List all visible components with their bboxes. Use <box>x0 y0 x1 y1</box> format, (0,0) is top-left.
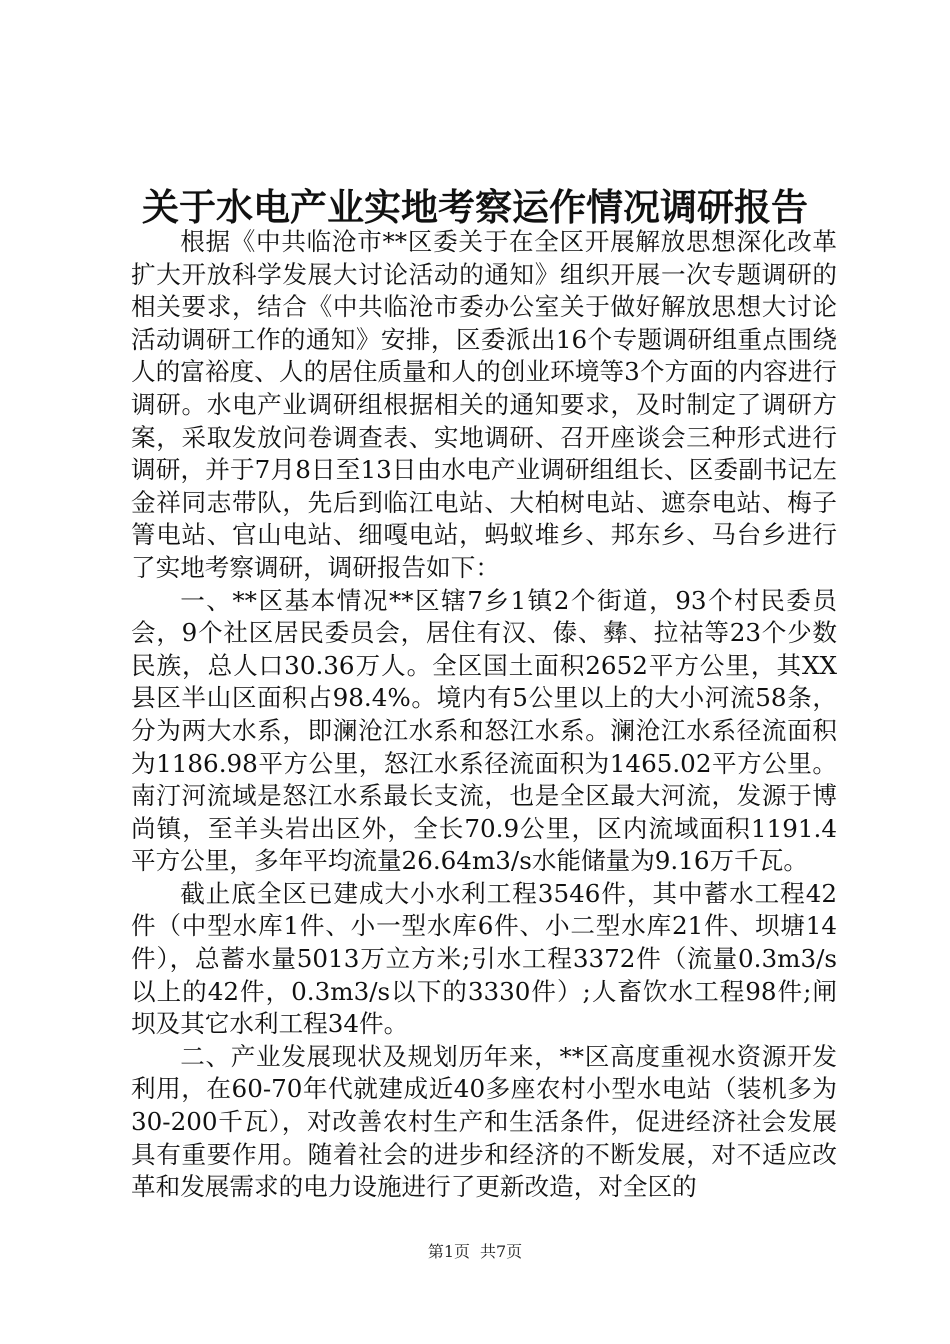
page-number: 第1页 <box>427 1242 470 1261</box>
page-total: 共7页 <box>480 1242 523 1261</box>
document-title: 关于水电产业实地考察运作情况调研报告 <box>142 185 808 229</box>
document-body <box>131 226 837 1204</box>
paragraph-industry-status: 二、产业发展现状及规划历年来，**区高度重视水资源开发利用，在60-70年代就建成近40多座农村小型水电站（装机多为30-200千瓦），对改善农村生产和生活条件，促进经济社会发展具有重要作用。随着社会的进步和经济的不断发展，对不适应改革和发展需求的电力设施进行了更新改造，对全区的 <box>131 1041 837 1202</box>
paragraph-water-projects: 截止底全区已建成大小水利工程3546件，其中蓄水工程42件（中型水库1件、小一型水库6件、小二型水库21件、坝塘14件），总蓄水量5013万立方米;引水工程3372件（流量0.3m3/s以上的42件，0.3m3/s以下的3330件）;人畜饮水工程98件;闸坝及其它水利工程34件。 <box>131 878 837 1039</box>
paragraph-basic-situation: 一、**区基本情况**区辖7乡1镇2个街道，93个村民委员会，9个社区居民委员会，居住有汉、傣、彝、拉祜等23个少数民族，总人口30.36万人。全区国土面积2652平方公里，其XX县区半山区面积占98.4%。境内有5公里以上的大小河流58条，分为两大水系，即澜沧江水系和怒江水系。澜沧江水系径流面积为1186.98平方公里，怒江水系径流面积为1465.02平方公里。南汀河流域是怒江水系最长支流，也是全区最大河流，发源于博尚镇，至羊头岩出区外，全长70.9公里，区内流域面积1191.4平方公里，多年平均流量26.64m3/s水能储量为9.16万千瓦。 <box>131 585 837 876</box>
page-footer <box>0 1241 950 1263</box>
paragraph-intro: 根据《中共临沧市**区委关于在全区开展解放思想深化改革扩大开放科学发展大讨论活动的通知》组织开展一次专题调研的相关要求，结合《中共临沧市委办公室关于做好解放思想大讨论活动调研工作的通知》安排，区委派出16个专题调研组重点围绕人的富裕度、人的居住质量和人的创业环境等3个方面的内容进行调研。水电产业调研组根据相关的通知要求，及时制定了调研方案，采取发放问卷调查表、实地调研、召开座谈会三种形式进行调研，并于7月8日至13日由水电产业调研组组长、区委副书记左金祥同志带队，先后到临江电站、大柏树电站、遮奈电站、梅子箐电站、官山电站、细嘎电站，蚂蚁堆乡、邦东乡、马台乡进行了实地考察调研，调研报告如下： <box>131 227 837 582</box>
